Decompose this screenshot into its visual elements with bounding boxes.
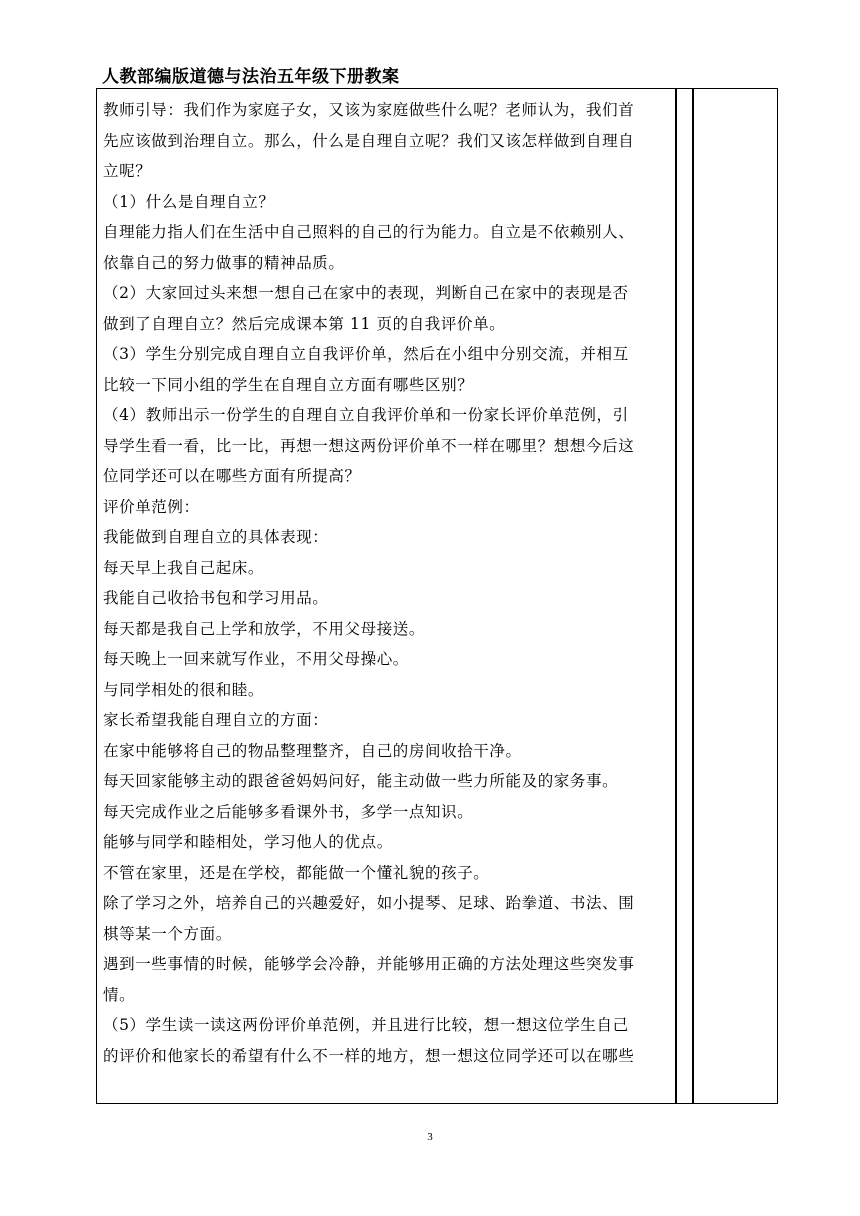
lesson-content — [103, 95, 671, 1071]
text-line: 的评价和他家长的希望有什么不一样的地方，想一想这位同学还可以在哪些 — [103, 1046, 635, 1065]
text-line: （5）学生读一读这两份评价单范例，并且进行比较，想一想这位学生自己 — [103, 1016, 629, 1034]
text-line: 我能自己收拾书包和学习用品。 — [103, 589, 329, 607]
lesson-table — [96, 88, 778, 1104]
text-line: 遇到一些事情的时候，能够学会冷静，并能够用正确的方法处理这些突发事 — [103, 955, 635, 973]
text-line: 自理能力指人们在生活中自己照料的自己的行为能力。自立是不依赖别人、 — [103, 223, 635, 241]
column-divider — [692, 89, 694, 1103]
text-line: 每天都是我自己上学和放学，不用父母接送。 — [103, 619, 426, 638]
document-header: 人教部编版道德与法治五年级下册教案 — [102, 67, 400, 87]
text-line: 每天完成作业之后能够多看课外书，多学一点知识。 — [103, 802, 474, 821]
text-line: 评价单范例： — [103, 497, 200, 516]
text-line: 导学生看一看，比一比，再想一想这两份评价单不一样在哪里？想想今后这 — [103, 436, 635, 455]
text-line: 不管在家里，还是在学校，都能做一个懂礼貌的孩子。 — [103, 863, 490, 882]
text-line: 依靠自己的努力做事的精神品质。 — [103, 253, 345, 272]
text-line: （3）学生分别完成自理自立自我评价单，然后在小组中分别交流，并相互 — [103, 345, 629, 363]
text-line: 我能做到自理自立的具体表现： — [103, 528, 329, 546]
text-line: 教师引导：我们作为家庭子女，又该为家庭做些什么呢？老师认为，我们首 — [103, 101, 635, 119]
text-line: 比较一下同小组的学生在自理自立方面有哪些区别？ — [103, 375, 474, 394]
text-line: 除了学习之外，培养自己的兴趣爱好，如小提琴、足球、跆拳道、书法、围 — [103, 894, 635, 912]
text-line: 每天晚上一回来就写作业，不用父母操心。 — [103, 650, 409, 668]
page-number: 3 — [427, 1131, 433, 1143]
text-line: 家长希望我能自理自立的方面： — [103, 711, 329, 729]
text-line: 情。 — [103, 985, 136, 1004]
text-line: 做到了自理自立？然后完成课本第 11 页的自我评价单。 — [103, 314, 506, 333]
text-line: 每天回家能够主动的跟爸爸妈妈问好，能主动做一些力所能及的家务事。 — [103, 772, 619, 790]
text-line: 能够与同学和睦相处，学习他人的优点。 — [103, 833, 393, 851]
text-line: （2）大家回过头来想一想自己在家中的表现，判断自己在家中的表现是否 — [103, 284, 629, 302]
text-line: 在家中能够将自己的物品整理整齐，自己的房间收拾干净。 — [103, 741, 522, 760]
text-line: （1）什么是自理自立？ — [103, 192, 275, 211]
column-divider — [675, 89, 677, 1103]
text-line: （4）教师出示一份学生的自理自立自我评价单和一份家长评价单范例，引 — [103, 406, 629, 424]
text-line: 与同学相处的很和睦。 — [103, 680, 265, 699]
text-line: 立呢？ — [103, 162, 152, 180]
text-line: 位同学还可以在哪些方面有所提高？ — [103, 467, 361, 485]
text-line: 先应该做到治理自立。那么，什么是自理自立呢？我们又该怎样做到自理自 — [103, 131, 635, 150]
text-line: 每天早上我自己起床。 — [103, 558, 265, 577]
text-line: 棋等某一个方面。 — [103, 924, 232, 943]
